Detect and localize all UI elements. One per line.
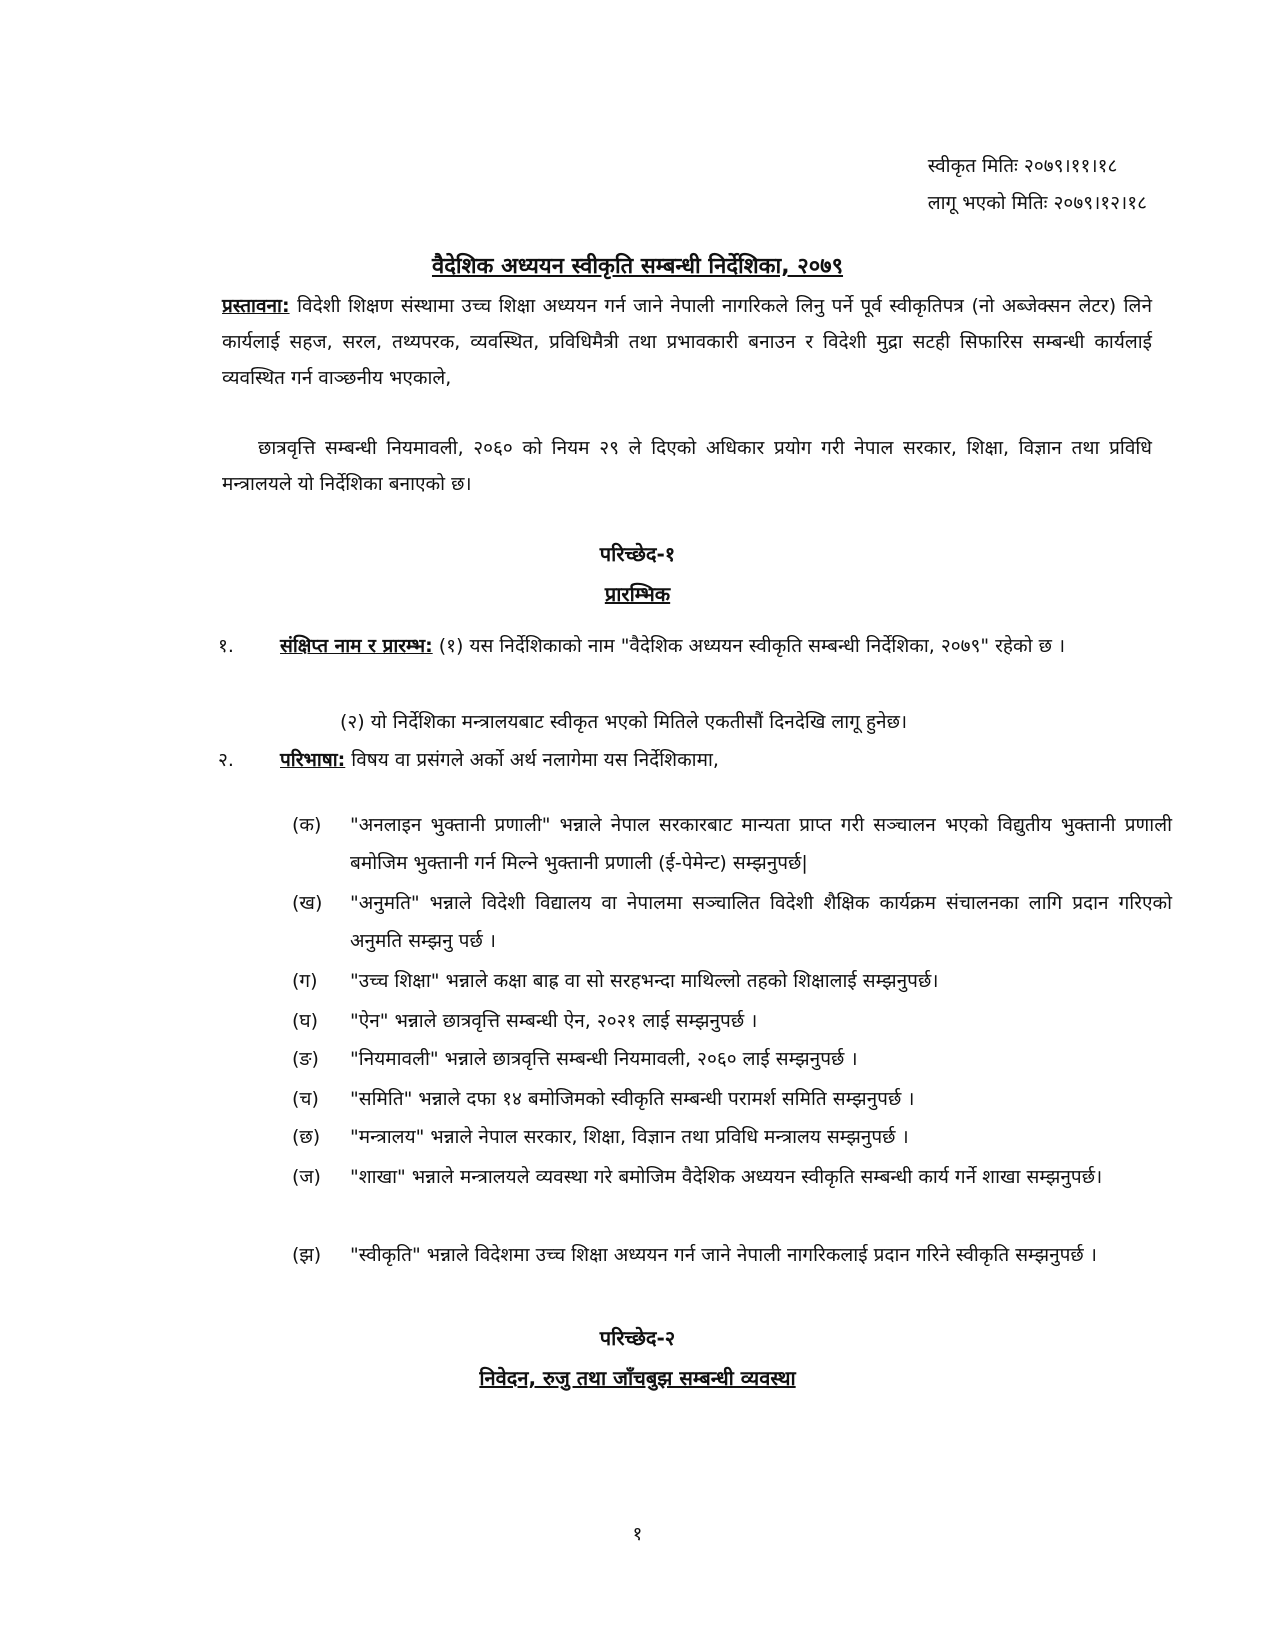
definition-item bbox=[292, 1080, 1172, 1118]
definition-key: (ग) bbox=[292, 970, 318, 992]
definition-text: "शाखा" भन्नाले मन्त्रालयले व्यवस्था गरे बमोजिम वैदेशिक अध्ययन स्वीकृति सम्बन्धी कार्य गर्ने शाखा सम्झनुपर्छ। bbox=[350, 1166, 1103, 1188]
section-2-text: विषय वा प्रसंगले अर्को अर्थ नलागेमा यस निर्देशिकामा, bbox=[345, 749, 719, 771]
header-dates bbox=[928, 148, 1147, 222]
definition-item bbox=[292, 1158, 1172, 1196]
section-1-text: (१) यस निर्देशिकाको नाम "वैदेशिक अध्ययन स्वीकृति सम्बन्धी निर्देशिका, २०७९" रहेको छ । bbox=[432, 635, 1066, 657]
definition-key: (ङ) bbox=[292, 1048, 319, 1070]
definition-key: (ज) bbox=[292, 1166, 321, 1188]
section-2-label: परिभाषा: bbox=[280, 749, 346, 771]
definition-item bbox=[292, 884, 1172, 960]
authority-paragraph: छात्रवृत्ति सम्बन्धी नियमावली, २०६० को नियम २९ ले दिएको अधिकार प्रयोग गरी नेपाल सरकार, शिक्षा, विज्ञान तथा प्रविधि मन्त्रालयले यो निर्देशिका बनाएको छ। bbox=[222, 437, 1152, 495]
definition-text: "नियमावली" भन्नाले छात्रवृत्ति सम्बन्धी नियमावली, २०६० लाई सम्झनुपर्छ । bbox=[350, 1048, 858, 1070]
definition-key: (ख) bbox=[292, 892, 323, 914]
definition-item bbox=[292, 962, 1172, 1000]
definition-text: "समिति" भन्नाले दफा १४ बमोजिमको स्वीकृति सम्बन्धी परामर्श समिति सम्झनुपर्छ । bbox=[350, 1088, 915, 1110]
preamble-text: विदेशी शिक्षण संस्थामा उच्च शिक्षा अध्ययन गर्न जाने नेपाली नागरिकले लिनु पर्ने पूर्व स्वीकृतिपत्र (नो अब्जेक्सन लेटर) लिने कार्यलाई सहज, सरल, तथ्यपरक, व्यवस्थित, प्रविधिमैत्री तथा प्रभावकारी बनाउन र विदेशी मुद्रा सटही सिफारिस सम्बन्धी कार्यलाई व्यवस्थित गर्न वाञ्छनीय भएकाले, bbox=[222, 295, 1152, 389]
definition-key: (च) bbox=[292, 1088, 319, 1110]
definition-text: "स्वीकृति" भन्नाले विदेशमा उच्च शिक्षा अध्ययन गर्न जाने नेपाली नागरिकलाई प्रदान गरिने स्वीकृति सम्झनुपर्छ । bbox=[350, 1244, 1097, 1266]
approved-date: स्वीकृत मितिः २०७९।११।१८ bbox=[927, 155, 1118, 177]
definition-text: "ऐन" भन्नाले छात्रवृत्ति सम्बन्धी ऐन, २०२१ लाई सम्झनुपर्छ । bbox=[350, 1010, 758, 1032]
definition-text: "उच्च शिक्षा" भन्नाले कक्षा बाह्र वा सो सरहभन्दा माथिल्लो तहको शिक्षालाई सम्झनुपर्छ। bbox=[350, 970, 939, 992]
section-2-number: २. bbox=[218, 749, 234, 771]
preamble-label: प्रस्तावना: bbox=[222, 295, 290, 317]
definition-text: "अनलाइन भुक्तानी प्रणाली" भन्नाले नेपाल सरकारबाट मान्यता प्राप्त गरी सञ्चालन भएको विद्युतीय भुक्तानी प्रणाली बमोजिम भुक्तानी गर्न मिल्ने भुक्तानी प्रणाली (ई-पेमेन्ट) सम्झनुपर्छ| bbox=[350, 814, 1172, 874]
document-title: वैदेशिक अध्ययन स्वीकृति सम्बन्धी निर्देशिका, २०७९ bbox=[431, 254, 844, 279]
definition-item bbox=[292, 806, 1172, 882]
preamble bbox=[222, 288, 1152, 396]
definition-key: (क) bbox=[292, 814, 322, 836]
definition-item bbox=[292, 1002, 1172, 1040]
section-1-number: १. bbox=[218, 635, 234, 657]
definition-item bbox=[292, 1118, 1172, 1156]
section-2 bbox=[218, 742, 1153, 778]
chapter1-subheading: प्रारम्भिक bbox=[604, 582, 671, 606]
definition-key: (झ) bbox=[292, 1244, 322, 1266]
definition-text: "अनुमति" भन्नाले विदेशी विद्यालय वा नेपालमा सञ्चालित विदेशी शैक्षिक कार्यक्रम संचालनका लागि प्रदान गरिएको अनुमति सम्झनु पर्छ । bbox=[350, 892, 1172, 952]
chapter2-subheading: निवेदन, रुजु तथा जाँचबुझ सम्बन्धी व्यवस्था bbox=[479, 1366, 796, 1390]
definition-text: "मन्त्रालय" भन्नाले नेपाल सरकार, शिक्षा, विज्ञान तथा प्रविधि मन्त्रालय सम्झनुपर्छ । bbox=[350, 1126, 909, 1148]
effective-date: लागू भएको मितिः २०७९।१२।१८ bbox=[927, 192, 1147, 214]
section-1-label: संक्षिप्त नाम र प्रारम्भ: bbox=[280, 635, 433, 657]
section-1-subclause-2: (२) यो निर्देशिका मन्त्रालयबाट स्वीकृत भएको मितिले एकतीसौं दिनदेखि लागू हुनेछ। bbox=[340, 711, 908, 733]
definition-key: (छ) bbox=[292, 1126, 321, 1148]
chapter2-heading: परिच्छेद-२ bbox=[599, 1326, 676, 1350]
definition-key: (घ) bbox=[292, 1010, 319, 1032]
section-1 bbox=[218, 628, 1153, 664]
definition-item bbox=[292, 1040, 1172, 1078]
page-number: १ bbox=[632, 1523, 643, 1545]
definition-item bbox=[292, 1236, 1172, 1274]
chapter1-heading: परिच्छेद-१ bbox=[599, 542, 676, 566]
